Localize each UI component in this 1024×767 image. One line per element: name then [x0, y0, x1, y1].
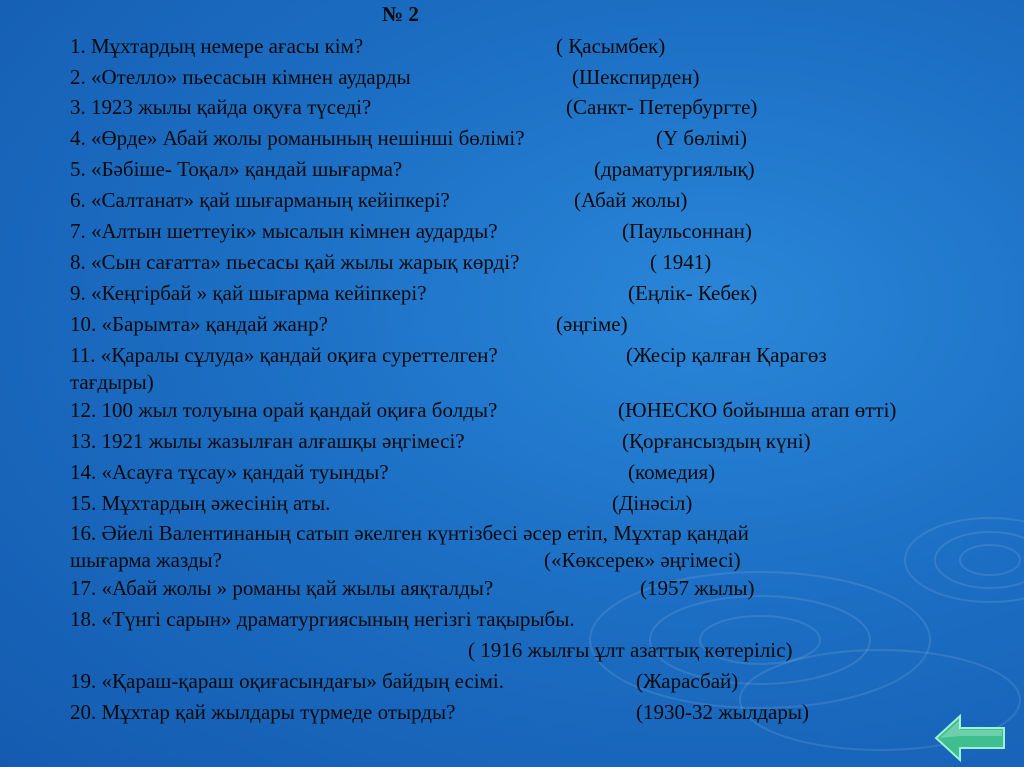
answer-text: (1930-32 жылдары) [636, 700, 809, 724]
question-text: 12. 100 жыл толуына орай қандай оқиға болды? [70, 398, 498, 422]
arrow-left-icon [934, 714, 1006, 762]
question-text: 6. «Салтанат» қай шығарманың кейіпкері? [70, 188, 450, 212]
answer-text: (драматургиялық) [594, 157, 755, 181]
slide-number-title: № 2 [382, 2, 419, 26]
question-text: 5. «Бәбіше- Тоқал» қандай шығарма? [70, 157, 403, 181]
question-text: 14. «Асауға тұсау» қандай туынды? [70, 460, 389, 484]
question-text: 10. «Барымта» қандай жанр? [70, 312, 328, 336]
answer-text: (Еңлік- Кебек) [628, 281, 758, 305]
question-text: 13. 1921 жылы жазылған алғашқы әңгімесі? [70, 429, 465, 453]
answer-text: (ЮНЕСКО бойынша атап өтті) [618, 398, 897, 422]
answer-text: (Дінәсіл) [612, 491, 693, 515]
answer-text: (әңгіме) [556, 312, 628, 336]
question-text: 15. Мұхтардың әжесінің аты. [70, 491, 331, 515]
answer-text: (комедия) [628, 460, 716, 484]
question-text: 20. Мұхтар қай жылдары түрмеде отырды? [70, 700, 456, 724]
answer-text: ( 1941) [650, 250, 712, 274]
answer-text: (Қорғансыздың күні) [622, 429, 811, 453]
question-text: 1. Мұхтардың немере ағасы кім? [70, 34, 364, 58]
answer-text: (Санкт- Петербургте) [566, 95, 758, 119]
question-text: 3. 1923 жылы қайда оқуға түседі? [70, 95, 372, 119]
question-text: 19. «Қараш-қараш оқиғасындағы» байдың есімі. [70, 669, 504, 693]
question-text: 17. «Абай жолы » романы қай жылы аяқталды? [70, 576, 494, 600]
question-text: 9. «Кеңгірбай » қай шығарма кейіпкері? [70, 281, 427, 305]
question-text: 16. Әйелі Валентинаның сатып әкелген күнтізбесі әсер етіп, Мұхтар қандай [70, 521, 749, 545]
answer-text: (Шекспирден) [572, 65, 700, 89]
answer-text: (1957 жылы) [640, 576, 755, 600]
answer-text: (Ү бөлімі) [656, 126, 748, 150]
answer-text: (Паульсоннан) [622, 219, 752, 243]
question-text: 8. «Сын сағатта» пьесасы қай жылы жарық көрді? [70, 250, 520, 274]
answer-text: (Жесір қалған Қарагөз [626, 343, 827, 367]
question-text: 11. «Қаралы сұлуда» қандай оқиға суреттелген? [70, 343, 498, 367]
answer-text: (Абай жолы) [574, 188, 688, 212]
question-text: 4. «Өрде» Абай жолы романының нешінші бөлімі? [70, 126, 525, 150]
question-continuation: тағдыры) [70, 370, 154, 394]
answer-text: ( Қасымбек) [556, 34, 666, 58]
back-button[interactable] [934, 714, 1006, 762]
question-continuation: шығарма жазды? [70, 548, 222, 572]
question-text: 2. «Отелло» пьесасын кімнен аударды [70, 65, 411, 89]
answer-text: ( 1916 жылғы ұлт азаттық көтеріліс) [468, 638, 793, 662]
question-text: 18. «Түнгі сарын» драматургиясының негізгі тақырыбы. [70, 607, 575, 631]
question-text: 7. «Алтын шеттеуік» мысалын кімнен аударды? [70, 219, 498, 243]
answer-text: (Жарасбай) [636, 669, 739, 693]
answer-text: («Көксерек» әңгімесі) [544, 548, 741, 572]
